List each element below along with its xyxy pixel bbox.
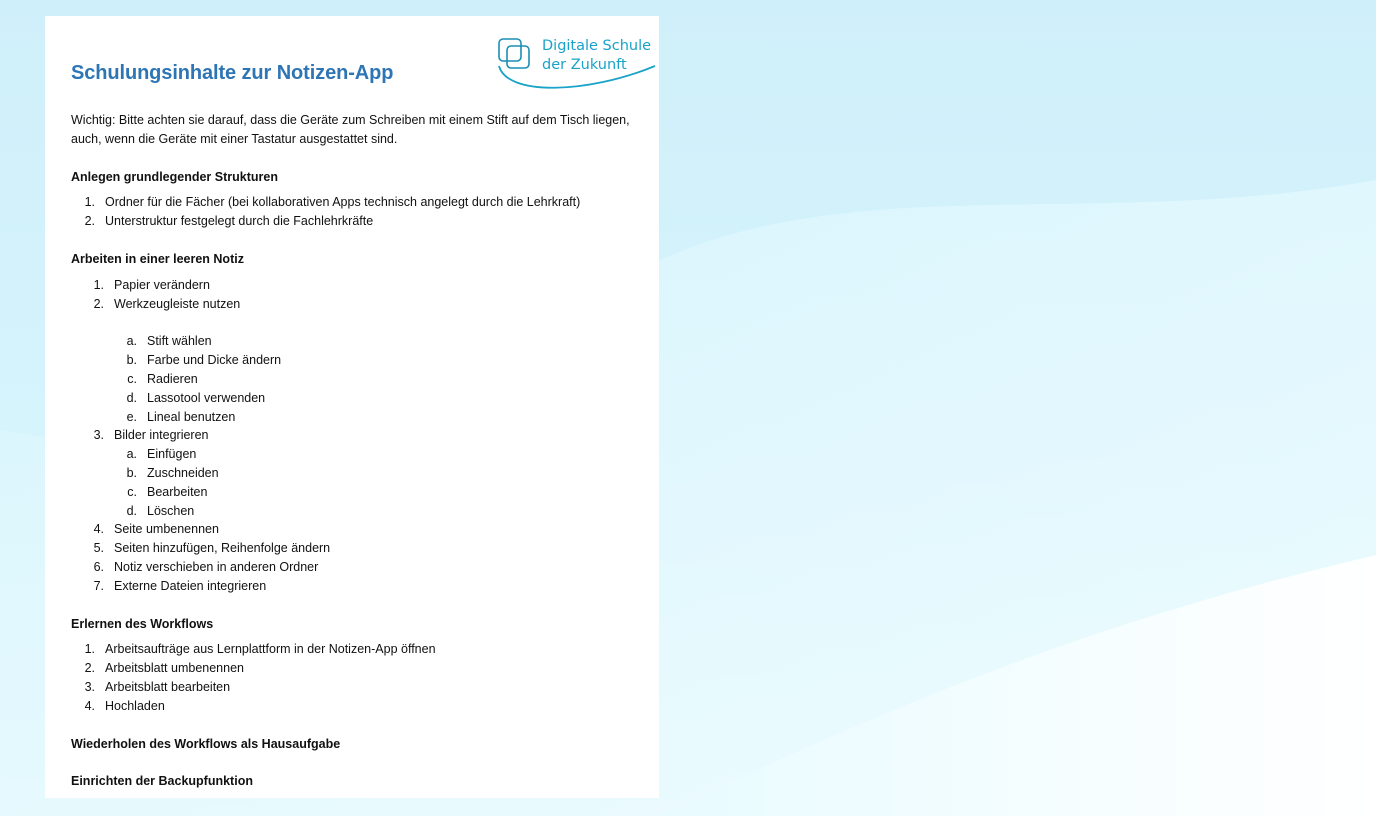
section-list <box>71 193 631 231</box>
document-page <box>45 16 659 798</box>
sub-list <box>71 332 631 426</box>
section-heading: Wiederholen des Workflows als Hausaufgabe <box>71 736 341 751</box>
logo-line2: der Zukunft <box>542 57 627 73</box>
section-heading: Anlegen grundlegender Strukturen <box>71 169 278 184</box>
sub-list-item: d. Löschen <box>126 503 195 518</box>
section-heading: Arbeiten in einer leeren Notiz <box>71 251 244 266</box>
sub-list-item: c. Bearbeiten <box>127 484 208 499</box>
list-item: 7. Externe Dateien integrieren <box>93 578 267 593</box>
list-item: 2. Unterstruktur festgelegt durch die Fachlehrkräfte <box>84 214 374 229</box>
sub-list-item: c. Radieren <box>127 371 198 386</box>
list-item: 3. Bilder integrieren <box>93 428 209 443</box>
list-item: 4. Hochladen <box>84 698 165 713</box>
section-list <box>71 276 631 314</box>
intro-text: Wichtig: Bitte achten sie darauf, dass die Geräte zum Schreiben mit einem Stift auf dem Tisch liegen, auch, wenn die Geräte mit einer Tastatur ausgestattet sind. <box>71 113 630 146</box>
section-list <box>71 640 631 715</box>
sub-list-item: a. Einfügen <box>126 447 197 462</box>
document-body <box>71 111 631 810</box>
section-heading: Einrichten der Backupfunktion <box>71 774 253 789</box>
list-item: 6. Notiz verschieben in anderen Ordner <box>93 559 319 574</box>
list-item: 2. Arbeitsblatt umbenennen <box>84 661 244 676</box>
sub-list-item: b. Zuschneiden <box>126 465 219 480</box>
sub-list <box>71 445 631 520</box>
sub-list-item: d. Lassotool verwenden <box>126 390 266 405</box>
list-item: 1. Ordner für die Fächer (bei kollaborativen Apps technisch angelegt durch die Lehrkraft) <box>84 195 581 210</box>
list-item: 1. Papier verändern <box>93 277 210 292</box>
list-item: 4. Seite umbenennen <box>93 522 219 537</box>
sub-list-item: a. Stift wählen <box>126 334 212 349</box>
logo <box>497 36 657 96</box>
document-title: Schulungsinhalte zur Notizen-App <box>71 62 394 84</box>
sub-list-item: e. Lineal benutzen <box>126 409 236 424</box>
logo-line1: Digitale Schule <box>542 38 652 54</box>
section-list <box>71 426 631 445</box>
list-item: 5. Seiten hinzufügen, Reihenfolge ändern <box>93 541 331 556</box>
list-item: 1. Arbeitsaufträge aus Lernplattform in der Notizen-App öffnen <box>84 642 436 657</box>
section-heading: Erlernen des Workflows <box>71 616 214 631</box>
section-list <box>71 520 631 595</box>
list-item: 3. Arbeitsblatt bearbeiten <box>84 679 231 694</box>
sub-list-item: b. Farbe und Dicke ändern <box>126 353 282 368</box>
list-item: 2. Werkzeugleiste nutzen <box>93 296 241 311</box>
